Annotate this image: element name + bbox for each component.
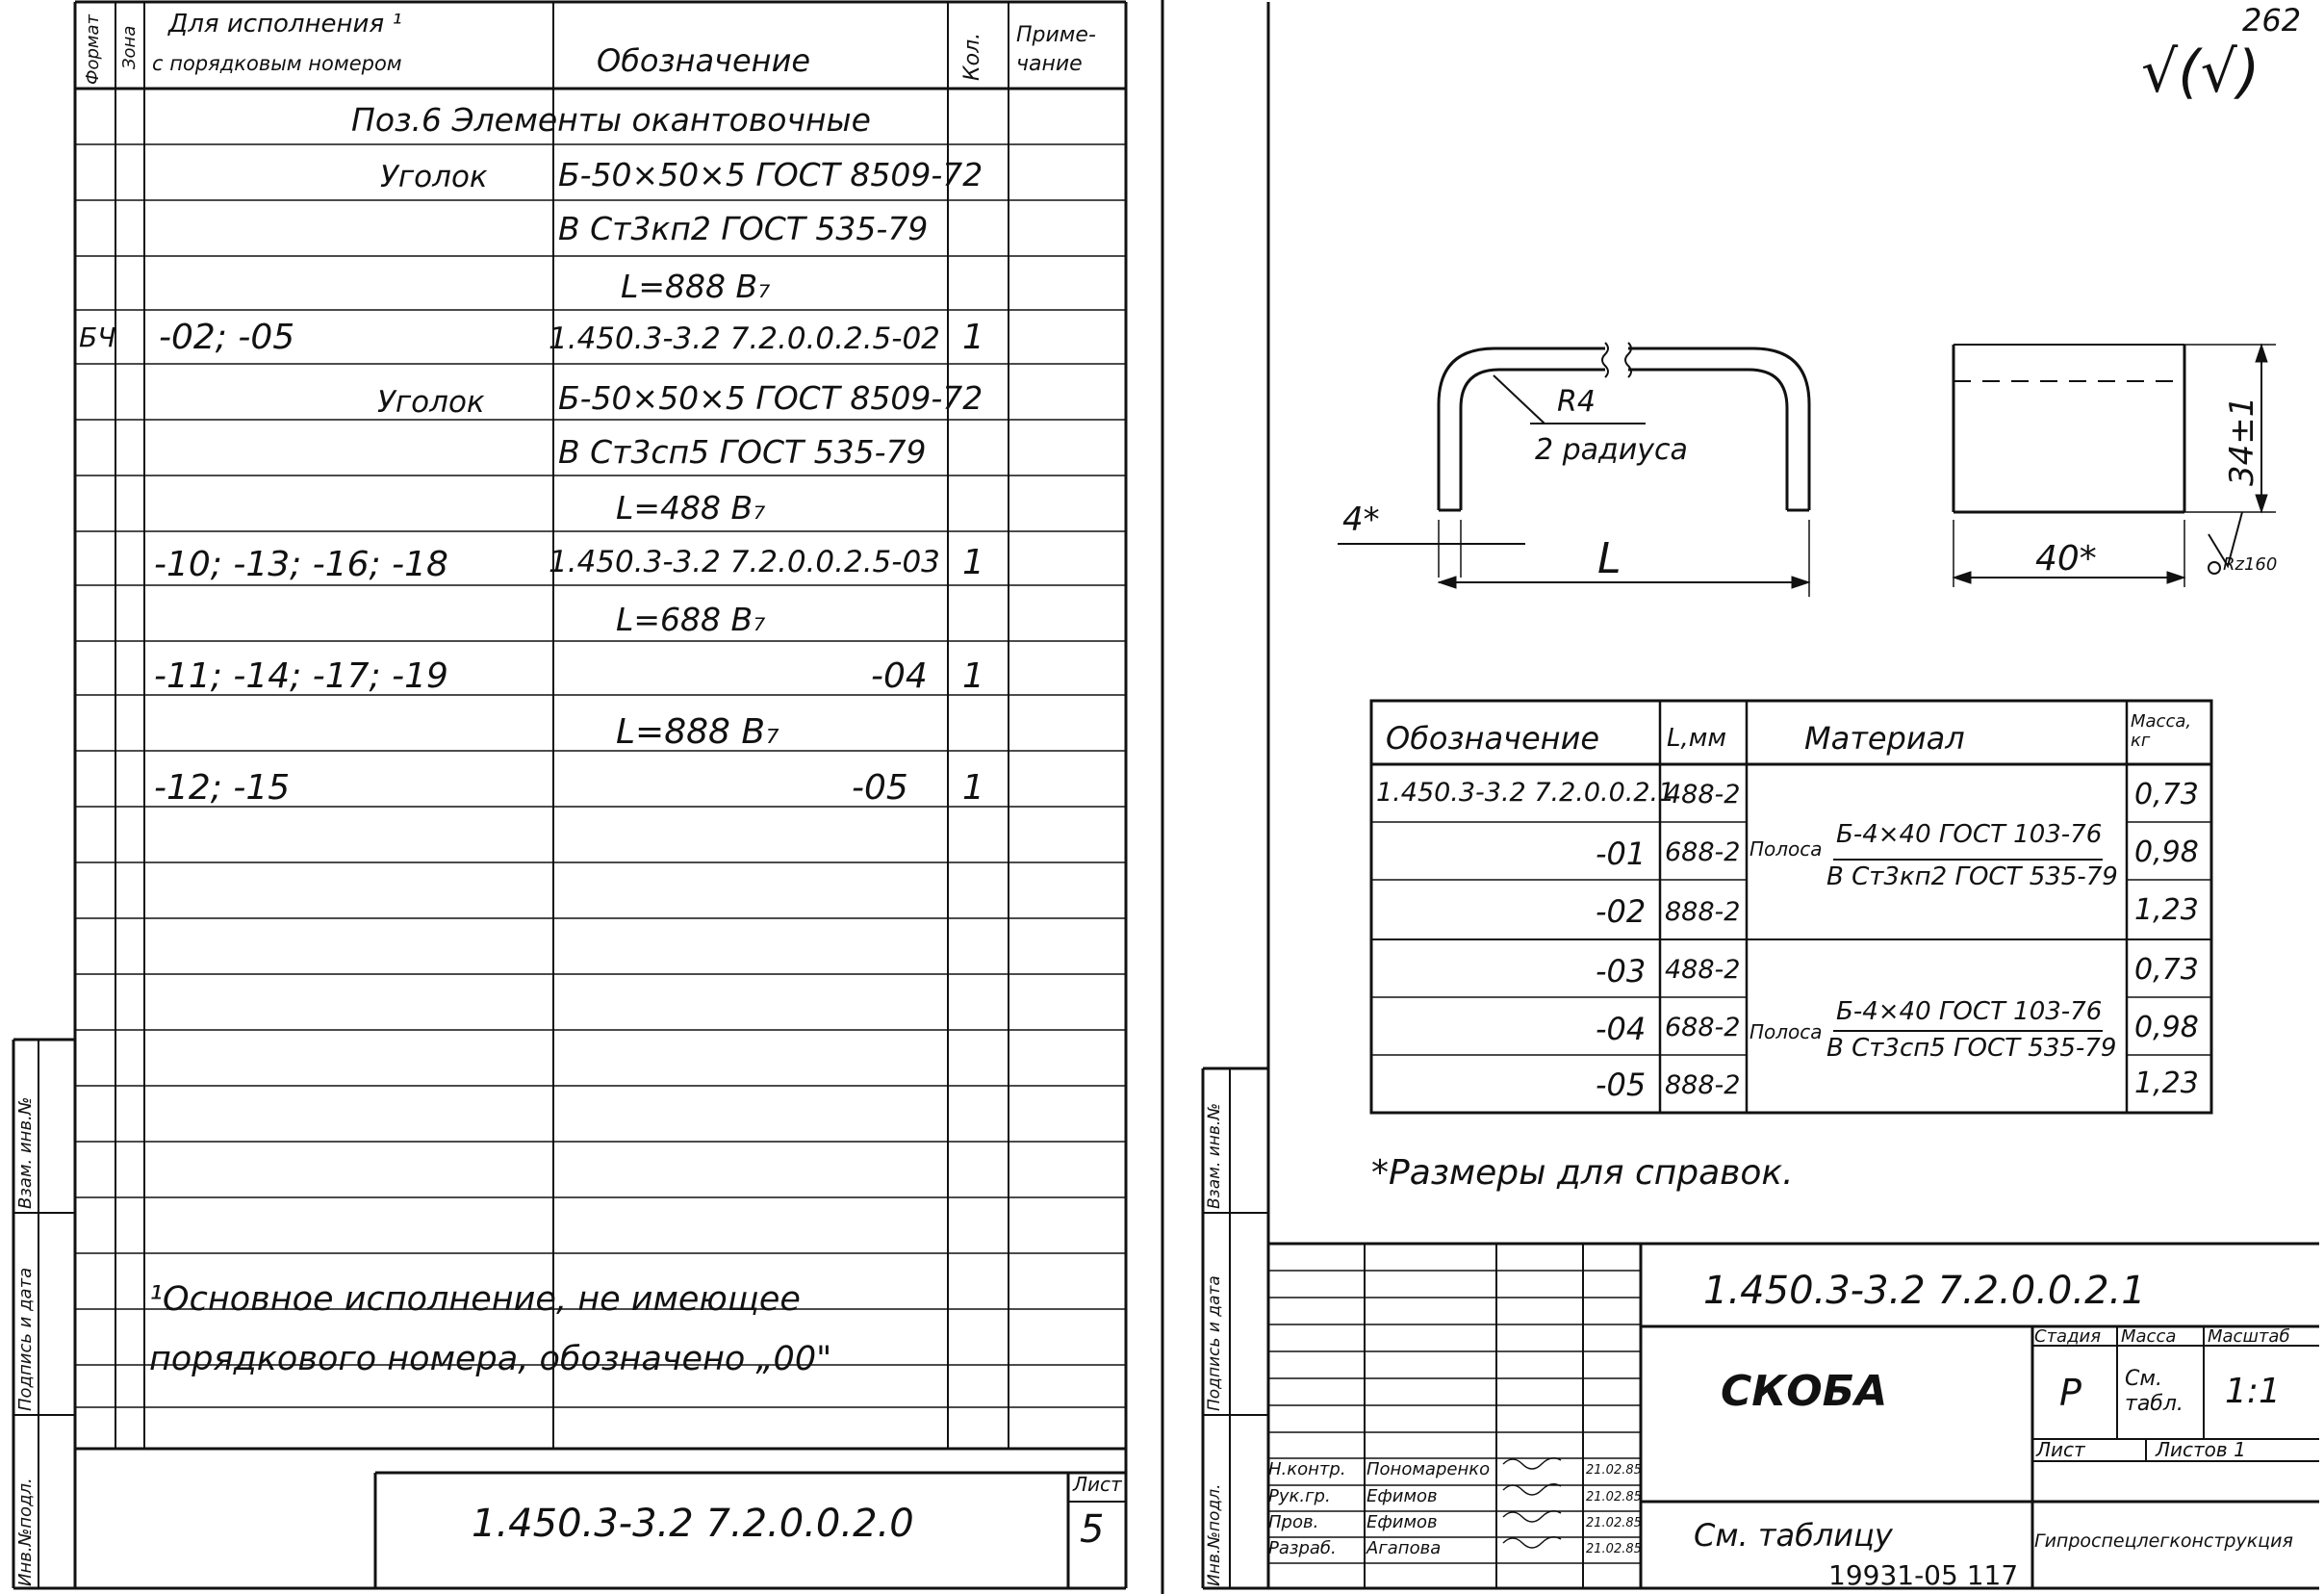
title-name: СКОБА xyxy=(1721,1367,1888,1416)
sheet-label: Лист xyxy=(1073,1473,1122,1496)
role-4-name: Агапова xyxy=(1366,1538,1442,1558)
material-2-prefix: Полоса xyxy=(1749,1020,1823,1043)
title-code: 1.450.3-3.2 7.2.0.0.2.1 xyxy=(1703,1269,2146,1313)
header-execution-line2: с порядковым номером xyxy=(152,52,402,75)
spec-row-4-designation: L=888 В₇ xyxy=(621,268,771,305)
spec-row-6-exec: Уголок xyxy=(377,385,485,420)
spec-row-13-exec: -12; -15 xyxy=(154,768,291,808)
mass-label: Масса xyxy=(2121,1326,2177,1347)
table-header-length: L,мм xyxy=(1667,724,1726,753)
stage-label: Стадия xyxy=(2034,1326,2102,1347)
archive-number: 19931-05 117 xyxy=(1828,1559,2019,1591)
role-1-date: 21.02.85 xyxy=(1586,1463,1642,1478)
title-material: См. таблицу xyxy=(1694,1517,1893,1554)
table-row-5-length: 688-2 xyxy=(1665,1013,1741,1042)
sheet-number: 5 xyxy=(1080,1507,1105,1552)
header-designation: Обозначение xyxy=(597,42,811,79)
role-3: Пров. xyxy=(1268,1512,1319,1532)
role-1: Н.контр. xyxy=(1268,1459,1346,1479)
dim-height: 34±1 xyxy=(2223,396,2261,486)
spec-row-8-designation: L=488 В₇ xyxy=(616,489,766,527)
spec-row-9-designation: 1.450.3-3.2 7.2.0.0.2.5-03 xyxy=(549,545,940,579)
role-4: Разраб. xyxy=(1268,1538,1337,1558)
dim-length: L xyxy=(1597,534,1622,583)
footnote-line-1: ¹Основное исполнение, не имеющее xyxy=(149,1280,801,1319)
roughness-value: Rz160 xyxy=(2223,554,2278,575)
spec-row-5-designation: 1.450.3-3.2 7.2.0.0.2.5-02 xyxy=(549,321,940,356)
stamp-replace-inv: Взам. инв.№ xyxy=(15,1096,36,1209)
table-header-mass: Масса, кг xyxy=(2131,711,2192,751)
spec-row-5-exec: -02; -05 xyxy=(159,318,295,357)
material-1-top: Б-4×40 ГОСТ 103-76 xyxy=(1836,820,2103,849)
table-row-2-designation: -01 xyxy=(1596,836,1647,872)
table-row-6-designation: -05 xyxy=(1596,1067,1647,1103)
table-row-5-designation: -04 xyxy=(1596,1011,1647,1047)
spec-row-12-designation: L=888 В₇ xyxy=(616,712,779,752)
stage-value: Р xyxy=(2059,1372,2081,1414)
table-row-6-length: 888-2 xyxy=(1665,1070,1741,1100)
material-1-bottom: В Ст3кп2 ГОСТ 535-79 xyxy=(1826,862,2118,891)
role-3-name: Ефимов xyxy=(1366,1512,1438,1532)
role-1-name: Пономаренко xyxy=(1366,1459,1491,1479)
scale-value: 1:1 xyxy=(2225,1372,2281,1411)
mass-value: См. табл. xyxy=(2125,1367,2184,1416)
header-qty: Кол. xyxy=(960,32,984,81)
table-row-3-designation: -02 xyxy=(1596,893,1647,930)
spec-row-11-designation: -04 xyxy=(871,656,928,696)
sheet-label-right: Лист xyxy=(2036,1438,2085,1461)
header-note-line1: Приме- xyxy=(1016,23,1096,47)
material-2-bottom: В Ст3сп5 ГОСТ 535-79 xyxy=(1826,1034,2117,1063)
table-row-3-mass: 1,23 xyxy=(2134,893,2199,927)
spec-row-9-qty: 1 xyxy=(962,543,984,582)
role-3-date: 21.02.85 xyxy=(1586,1516,1642,1530)
stamp-sign-date: Подпись и дата xyxy=(15,1267,36,1411)
title-block-code: 1.450.3-3.2 7.2.0.0.2.0 xyxy=(472,1502,914,1546)
stamp-inv-orig-right: Инв.№подл. xyxy=(1205,1483,1224,1586)
spec-row-2-exec: Уголок xyxy=(380,160,488,194)
spec-row-6-designation: Б-50×50×5 ГОСТ 8509-72 xyxy=(558,379,983,417)
header-format: Формат xyxy=(83,13,103,85)
radius-label: R4 xyxy=(1557,385,1596,419)
spec-row-11-qty: 1 xyxy=(962,656,984,696)
table-row-6-mass: 1,23 xyxy=(2134,1067,2199,1100)
roughness-mark: √(√) xyxy=(2141,39,2260,106)
reference-note: *Размеры для справок. xyxy=(1371,1153,1794,1193)
role-2: Рук.гр. xyxy=(1268,1486,1331,1506)
spec-row-13-qty: 1 xyxy=(962,768,984,808)
header-execution-line1: Для исполнения ¹ xyxy=(168,10,402,39)
radius-note: 2 радиуса xyxy=(1535,433,1688,467)
header-note-line2: чание xyxy=(1016,52,1083,76)
role-4-date: 21.02.85 xyxy=(1586,1542,1642,1556)
table-row-4-mass: 0,73 xyxy=(2134,953,2199,987)
spec-row-7-designation: В Ст3сп5 ГОСТ 535-79 xyxy=(558,433,927,471)
organization: Гипроспецлегконструкция xyxy=(2034,1530,2293,1552)
stamp-inv-orig: Инв.№подл. xyxy=(15,1478,36,1586)
material-2-top: Б-4×40 ГОСТ 103-76 xyxy=(1836,997,2103,1026)
material-1-prefix: Полоса xyxy=(1749,837,1823,861)
table-row-1-designation: 1.450.3-3.2 7.2.0.0.2.1 xyxy=(1376,778,1675,808)
stamp-sign-date-right: Подпись и дата xyxy=(1205,1275,1224,1411)
role-2-date: 21.02.85 xyxy=(1586,1490,1642,1504)
stamp-replace-inv-right: Взам. инв.№ xyxy=(1205,1102,1224,1209)
table-row-3-length: 888-2 xyxy=(1665,897,1741,927)
spec-row-10-designation: L=688 В₇ xyxy=(616,601,766,638)
table-row-2-length: 688-2 xyxy=(1665,837,1741,867)
table-row-1-length: 488-2 xyxy=(1665,780,1741,810)
spec-row-9-exec: -10; -13; -16; -18 xyxy=(154,545,448,584)
dim-thickness: 4* xyxy=(1342,501,1380,539)
table-header-designation: Обозначение xyxy=(1386,720,1600,757)
scale-label: Масштаб xyxy=(2208,1326,2290,1347)
sheets-label: Листов 1 xyxy=(2156,1438,2246,1461)
table-header-material: Материал xyxy=(1804,720,1965,757)
table-row-1-mass: 0,73 xyxy=(2134,778,2199,811)
role-2-name: Ефимов xyxy=(1366,1486,1438,1506)
table-row-2-mass: 0,98 xyxy=(2134,836,2199,869)
table-row-5-mass: 0,98 xyxy=(2134,1011,2199,1044)
spec-row-5-qty: 1 xyxy=(962,318,984,357)
spec-row-3-designation: В Ст3кп2 ГОСТ 535-79 xyxy=(558,210,929,247)
footnote-line-2: порядкового номера, обозначено „00" xyxy=(149,1340,832,1378)
spec-row-1-designation: Поз.6 Элементы окантовочные xyxy=(351,101,871,139)
spec-row-5-format: БЧ xyxy=(79,321,116,353)
page-number: 262 xyxy=(2242,2,2302,39)
dim-width: 40* xyxy=(2035,539,2097,578)
spec-row-11-exec: -11; -14; -17; -19 xyxy=(154,656,448,696)
header-zone: Зона xyxy=(119,25,140,69)
spec-row-2-designation: Б-50×50×5 ГОСТ 8509-72 xyxy=(558,156,983,193)
table-row-4-length: 488-2 xyxy=(1665,955,1741,985)
table-row-4-designation: -03 xyxy=(1596,953,1647,990)
spec-row-13-designation: -05 xyxy=(852,768,908,808)
